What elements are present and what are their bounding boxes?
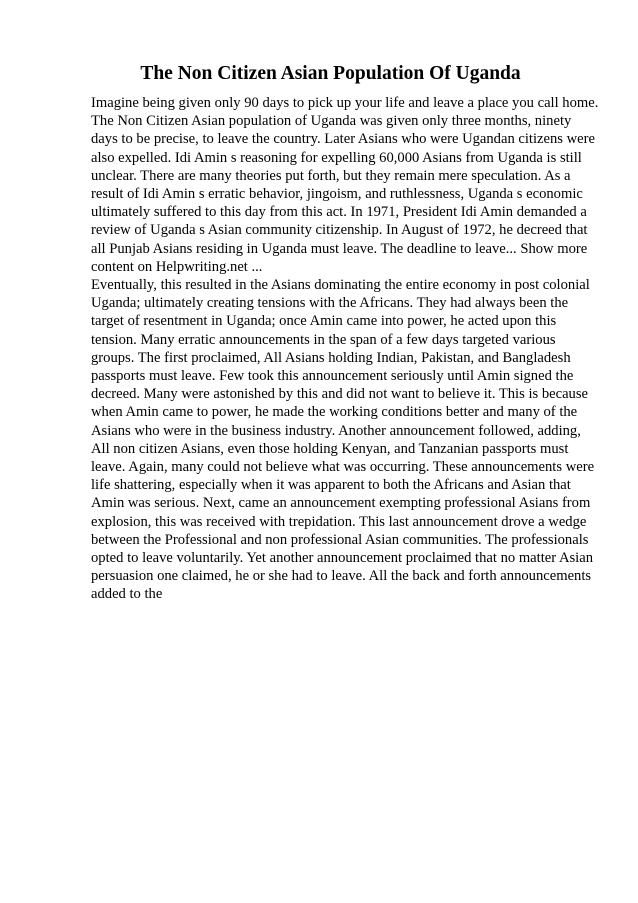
- document-title: The Non Citizen Asian Population Of Uganda: [140, 63, 521, 84]
- paragraph-announcements: Eventually, this resulted in the Asians dominating the entire economy in post colonial Uganda; ultimately creating tensions with the Africans. They had always been the target of resentment in Uganda; once Amin came into power, he acted upon this tension. Many erratic announcements in the span of a few days targeted various groups. The first proclaimed, All Asians holding Indian, Pakistan, and Bangladesh passports must leave. Few took this announcement seriously until Amin signed the decreed. Many were astonished by this and did not want to believe it. This is because when Amin came to power, he made the working conditions better and many of the Asians who were in the business industry. Another announcement followed, adding, All non citizen Asians, even those holding Kenyan, and Tanzanian passports must leave. Again, many could not believe what was occurring. These announcements were life shattering, especially when it was apparent to both the Africans and Asian that Amin was serious. Next, came an announcement exempting professional Asians from explosion, this was received with trepidation. This last announcement drove a wedge between the Professional and non professional Asian communities. The professionals opted to leave voluntarily. Yet another announcement proclaimed that no matter Asian persuasion one claimed, he or she had to leave. All the back and forth announcements added to the: [91, 277, 595, 603]
- paragraph-intro: Imagine being given only 90 days to pick up your life and leave a place you call home. The Non Citizen Asian population of Uganda was given only three months, ninety days to be precise, to leave the country. Later Asians who were Ugandan citizens were also expelled. Idi Amin s reasoning for expelling 60,000 Asians from Uganda is still unclear. There are many theories put forth, but they remain mere speculation. As a result of Idi Amin s erratic behavior, jingoism, and ruthlessness, Uganda s economic ultimately suffered to this day from this act. In 1971, President Idi Amin demanded a review of Uganda s Asian community citizenship. In August of 1972, he decreed that all Punjab Asians residing in Uganda must leave. The deadline to leave... Show more content on Helpwriting.net ...: [91, 95, 599, 275]
- document-body: [91, 94, 600, 604]
